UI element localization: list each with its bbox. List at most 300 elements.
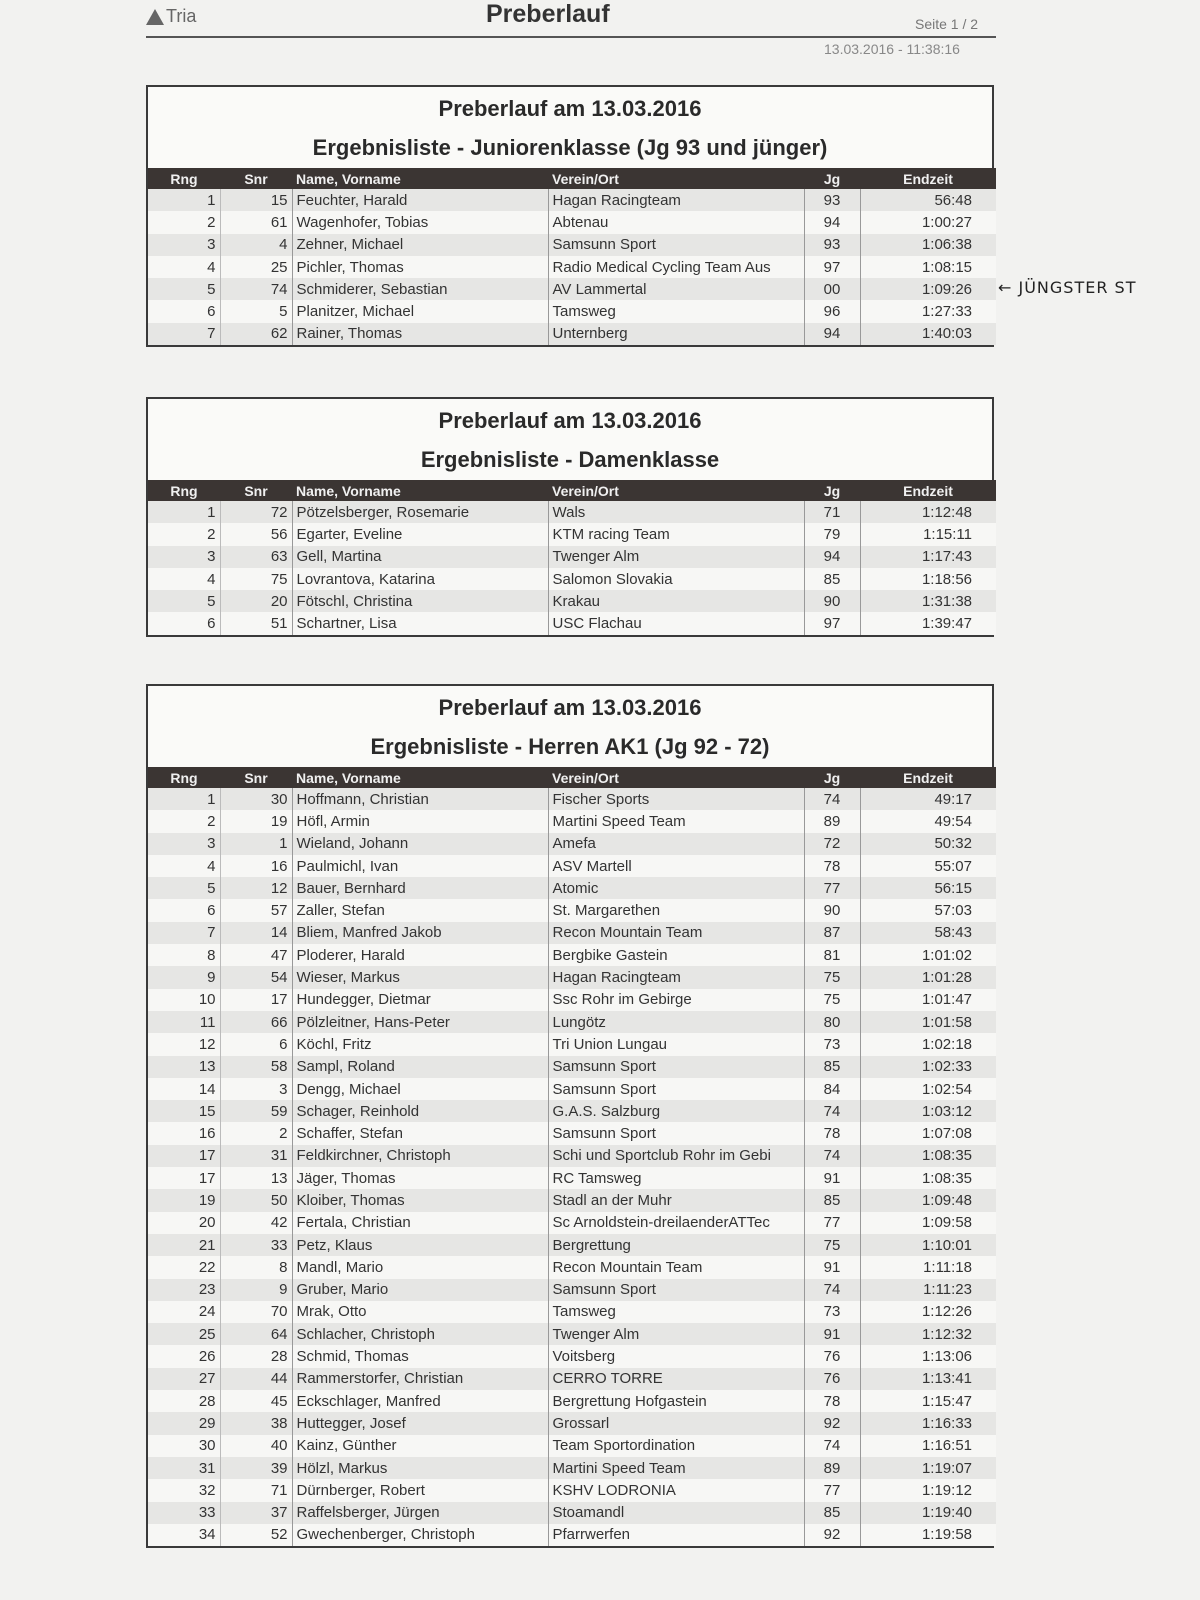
table-cell: Schi und Sportclub Rohr im Gebi xyxy=(548,1145,804,1167)
table-row xyxy=(148,1368,996,1390)
table-row xyxy=(148,1100,996,1122)
table-cell: Bliem, Manfred Jakob xyxy=(292,922,548,944)
table-cell: Zaller, Stefan xyxy=(292,899,548,921)
table-row xyxy=(148,966,996,988)
table-cell: 17 xyxy=(148,1145,220,1167)
table-row xyxy=(148,899,996,921)
table-cell: Voitsberg xyxy=(548,1345,804,1367)
column-header: Snr xyxy=(220,767,292,788)
table-cell: 39 xyxy=(220,1457,292,1479)
page-title: Preberlauf xyxy=(486,0,610,28)
table-cell: 1:02:33 xyxy=(860,1056,996,1078)
table-cell: 1:15:47 xyxy=(860,1390,996,1412)
table-cell: 00 xyxy=(804,278,860,300)
table-cell: Ssc Rohr im Gebirge xyxy=(548,989,804,1011)
column-header: Endzeit xyxy=(860,168,996,189)
table-cell: 20 xyxy=(148,1212,220,1234)
table-cell: 1:02:54 xyxy=(860,1078,996,1100)
table-cell: Recon Mountain Team xyxy=(548,1256,804,1278)
table-cell: Gruber, Mario xyxy=(292,1279,548,1301)
table-cell: 30 xyxy=(220,788,292,810)
table-cell: 74 xyxy=(804,1279,860,1301)
table-cell: Schmid, Thomas xyxy=(292,1345,548,1367)
table-cell: 87 xyxy=(804,922,860,944)
table-cell: 78 xyxy=(804,855,860,877)
table-cell: Tri Union Lungau xyxy=(548,1033,804,1055)
table-cell: 25 xyxy=(220,256,292,278)
table-cell: Wieser, Markus xyxy=(292,966,548,988)
table-cell: Kainz, Günther xyxy=(292,1435,548,1457)
table-cell: 59 xyxy=(220,1100,292,1122)
table-cell: 70 xyxy=(220,1301,292,1323)
table-cell: 1:08:15 xyxy=(860,256,996,278)
table-cell: 76 xyxy=(804,1345,860,1367)
table-row xyxy=(148,590,996,612)
table-row xyxy=(148,1323,996,1345)
result-section xyxy=(146,684,994,1548)
table-cell: 75 xyxy=(804,1234,860,1256)
table-cell: 26 xyxy=(148,1345,220,1367)
table-cell: 55:07 xyxy=(860,855,996,877)
table-cell: 3 xyxy=(148,546,220,568)
table-cell: 1:09:58 xyxy=(860,1212,996,1234)
table-row xyxy=(148,1412,996,1434)
section-title: Preberlauf am 13.03.2016 xyxy=(438,96,702,121)
table-cell: 21 xyxy=(148,1234,220,1256)
table-cell: 75 xyxy=(804,989,860,1011)
table-cell: 2 xyxy=(148,523,220,545)
table-cell: 94 xyxy=(804,211,860,233)
table-cell: 7 xyxy=(148,922,220,944)
handwritten-annotation: ← JÜNGSTER ST xyxy=(998,278,1137,297)
table-cell: Feldkirchner, Christoph xyxy=(292,1145,548,1167)
table-cell: 74 xyxy=(804,1100,860,1122)
table-row xyxy=(148,189,996,211)
table-cell: 89 xyxy=(804,1457,860,1479)
table-cell: Fötschl, Christina xyxy=(292,590,548,612)
table-cell: 97 xyxy=(804,612,860,634)
table-cell: 94 xyxy=(804,546,860,568)
table-cell: Gell, Martina xyxy=(292,546,548,568)
table-row xyxy=(148,855,996,877)
table-cell: Dürnberger, Robert xyxy=(292,1479,548,1501)
table-cell: 73 xyxy=(804,1301,860,1323)
table-cell: 1:19:40 xyxy=(860,1502,996,1524)
table-cell: 1:27:33 xyxy=(860,300,996,322)
results-table xyxy=(148,480,996,635)
table-cell: 49:17 xyxy=(860,788,996,810)
table-cell: 57:03 xyxy=(860,899,996,921)
table-cell: 1:17:43 xyxy=(860,546,996,568)
table-cell: Tamsweg xyxy=(548,1301,804,1323)
table-row xyxy=(148,1078,996,1100)
table-cell: 1 xyxy=(148,501,220,523)
table-row xyxy=(148,1435,996,1457)
table-cell: 56:48 xyxy=(860,189,996,211)
table-cell: Huttegger, Josef xyxy=(292,1412,548,1434)
table-cell: Ploderer, Harald xyxy=(292,944,548,966)
table-cell: Team Sportordination xyxy=(548,1435,804,1457)
table-cell: 37 xyxy=(220,1502,292,1524)
table-cell: 72 xyxy=(220,501,292,523)
table-cell: 78 xyxy=(804,1122,860,1144)
table-row xyxy=(148,256,996,278)
table-row xyxy=(148,810,996,832)
table-cell: 5 xyxy=(148,278,220,300)
table-cell: 2 xyxy=(148,211,220,233)
table-cell: Bergrettung xyxy=(548,1234,804,1256)
table-cell: 58:43 xyxy=(860,922,996,944)
table-cell: 8 xyxy=(220,1256,292,1278)
table-cell: Abtenau xyxy=(548,211,804,233)
column-header: Rng xyxy=(148,168,220,189)
table-cell: 50 xyxy=(220,1189,292,1211)
table-cell: Samsunn Sport xyxy=(548,1279,804,1301)
table-cell: Paulmichl, Ivan xyxy=(292,855,548,877)
table-cell: Lungötz xyxy=(548,1011,804,1033)
table-cell: 23 xyxy=(148,1279,220,1301)
table-cell: 62 xyxy=(220,323,292,345)
table-cell: 1:09:48 xyxy=(860,1189,996,1211)
table-row xyxy=(148,546,996,568)
table-cell: 57 xyxy=(220,899,292,921)
table-cell: 13 xyxy=(220,1167,292,1189)
table-cell: 92 xyxy=(804,1524,860,1546)
table-cell: 14 xyxy=(220,922,292,944)
table-cell: Hagan Racingteam xyxy=(548,966,804,988)
table-row xyxy=(148,1011,996,1033)
table-cell: 1 xyxy=(148,189,220,211)
table-row xyxy=(148,1056,996,1078)
table-row xyxy=(148,278,996,300)
section-title: Preberlauf am 13.03.2016 xyxy=(438,695,702,720)
table-cell: Salomon Slovakia xyxy=(548,568,804,590)
table-cell: 6 xyxy=(148,300,220,322)
table-cell: 74 xyxy=(804,1435,860,1457)
column-header: Name, Vorname xyxy=(292,767,548,788)
table-cell: 28 xyxy=(220,1345,292,1367)
table-cell: 30 xyxy=(148,1435,220,1457)
table-cell: 75 xyxy=(804,966,860,988)
table-cell: 11 xyxy=(148,1011,220,1033)
table-cell: 3 xyxy=(148,833,220,855)
table-row xyxy=(148,523,996,545)
table-row xyxy=(148,568,996,590)
table-cell: Schlacher, Christoph xyxy=(292,1323,548,1345)
table-cell: 71 xyxy=(220,1479,292,1501)
table-cell: 2 xyxy=(148,810,220,832)
table-row xyxy=(148,877,996,899)
column-header: Snr xyxy=(220,480,292,501)
column-header: Verein/Ort xyxy=(548,480,804,501)
table-cell: Bauer, Bernhard xyxy=(292,877,548,899)
table-cell: 1:09:26 xyxy=(860,278,996,300)
column-header: Endzeit xyxy=(860,767,996,788)
table-cell: 1:01:47 xyxy=(860,989,996,1011)
table-cell: 2 xyxy=(220,1122,292,1144)
table-cell: Stadl an der Muhr xyxy=(548,1189,804,1211)
table-cell: 90 xyxy=(804,899,860,921)
table-cell: 38 xyxy=(220,1412,292,1434)
table-cell: Wieland, Johann xyxy=(292,833,548,855)
table-cell: Mrak, Otto xyxy=(292,1301,548,1323)
table-cell: Wals xyxy=(548,501,804,523)
table-cell: Pölzleitner, Hans-Peter xyxy=(292,1011,548,1033)
table-cell: 1:01:02 xyxy=(860,944,996,966)
table-cell: 1:08:35 xyxy=(860,1145,996,1167)
table-cell: 27 xyxy=(148,1368,220,1390)
table-cell: 32 xyxy=(148,1479,220,1501)
table-cell: Schartner, Lisa xyxy=(292,612,548,634)
table-cell: Schager, Reinhold xyxy=(292,1100,548,1122)
table-cell: Mandl, Mario xyxy=(292,1256,548,1278)
table-cell: 58 xyxy=(220,1056,292,1078)
table-cell: 9 xyxy=(148,966,220,988)
table-row xyxy=(148,833,996,855)
table-cell: 4 xyxy=(148,568,220,590)
table-cell: Jäger, Thomas xyxy=(292,1167,548,1189)
section-subtitle: Ergebnisliste - Herren AK1 (Jg 92 - 72) xyxy=(370,734,770,759)
table-cell: Pfarrwerfen xyxy=(548,1524,804,1546)
table-cell: 45 xyxy=(220,1390,292,1412)
table-cell: Hoffmann, Christian xyxy=(292,788,548,810)
table-cell: Dengg, Michael xyxy=(292,1078,548,1100)
table-cell: Samsunn Sport xyxy=(548,1078,804,1100)
table-cell: 16 xyxy=(148,1122,220,1144)
table-cell: 13 xyxy=(148,1056,220,1078)
table-row xyxy=(148,1145,996,1167)
table-cell: 1:15:11 xyxy=(860,523,996,545)
table-cell: 92 xyxy=(804,1412,860,1434)
table-cell: 85 xyxy=(804,568,860,590)
table-cell: 1:00:27 xyxy=(860,211,996,233)
table-cell: 1:06:38 xyxy=(860,234,996,256)
column-header: Endzeit xyxy=(860,480,996,501)
table-row xyxy=(148,1457,996,1479)
table-cell: 61 xyxy=(220,211,292,233)
table-row xyxy=(148,300,996,322)
table-cell: Schmiderer, Sebastian xyxy=(292,278,548,300)
table-cell: 4 xyxy=(148,256,220,278)
table-cell: 1:19:58 xyxy=(860,1524,996,1546)
table-cell: 6 xyxy=(148,899,220,921)
table-cell: Samsunn Sport xyxy=(548,1122,804,1144)
table-cell: 16 xyxy=(220,855,292,877)
table-cell: 50:32 xyxy=(860,833,996,855)
table-cell: Rainer, Thomas xyxy=(292,323,548,345)
table-cell: 1:40:03 xyxy=(860,323,996,345)
column-header: Verein/Ort xyxy=(548,168,804,189)
table-cell: 12 xyxy=(148,1033,220,1055)
column-header: Name, Vorname xyxy=(292,168,548,189)
table-cell: 96 xyxy=(804,300,860,322)
table-cell: 20 xyxy=(220,590,292,612)
section-subtitle: Ergebnisliste - Juniorenklasse (Jg 93 und jünger) xyxy=(312,135,828,160)
table-cell: Hölzl, Markus xyxy=(292,1457,548,1479)
table-row xyxy=(148,1189,996,1211)
table-cell: 19 xyxy=(148,1189,220,1211)
table-cell: 77 xyxy=(804,1212,860,1234)
table-row xyxy=(148,1033,996,1055)
table-row xyxy=(148,1301,996,1323)
table-cell: Sampl, Roland xyxy=(292,1056,548,1078)
table-cell: 6 xyxy=(148,612,220,634)
table-cell: Köchl, Fritz xyxy=(292,1033,548,1055)
table-cell: 93 xyxy=(804,234,860,256)
table-cell: 1:10:01 xyxy=(860,1234,996,1256)
results-table xyxy=(148,767,996,1546)
table-cell: 25 xyxy=(148,1323,220,1345)
table-cell: 22 xyxy=(148,1256,220,1278)
column-header: Jg xyxy=(804,767,860,788)
table-cell: Sc Arnoldstein-dreilaenderATTec xyxy=(548,1212,804,1234)
table-cell: Samsunn Sport xyxy=(548,234,804,256)
table-row xyxy=(148,501,996,523)
table-cell: Unternberg xyxy=(548,323,804,345)
table-cell: Egarter, Eveline xyxy=(292,523,548,545)
table-cell: Martini Speed Team xyxy=(548,1457,804,1479)
table-cell: RC Tamsweg xyxy=(548,1167,804,1189)
table-cell: 1:11:18 xyxy=(860,1256,996,1278)
table-cell: 51 xyxy=(220,612,292,634)
table-cell: 1:13:41 xyxy=(860,1368,996,1390)
table-cell: 64 xyxy=(220,1323,292,1345)
table-cell: 44 xyxy=(220,1368,292,1390)
table-row xyxy=(148,323,996,345)
table-cell: 12 xyxy=(220,877,292,899)
table-cell: 33 xyxy=(148,1502,220,1524)
table-cell: 75 xyxy=(220,568,292,590)
table-cell: Schaffer, Stefan xyxy=(292,1122,548,1144)
table-row xyxy=(148,1502,996,1524)
table-cell: 1:19:07 xyxy=(860,1457,996,1479)
table-cell: Zehner, Michael xyxy=(292,234,548,256)
table-cell: Lovrantova, Katarina xyxy=(292,568,548,590)
table-cell: 91 xyxy=(804,1256,860,1278)
table-row xyxy=(148,1212,996,1234)
table-cell: 42 xyxy=(220,1212,292,1234)
table-cell: 1:01:28 xyxy=(860,966,996,988)
column-header: Jg xyxy=(804,168,860,189)
table-cell: 1:08:35 xyxy=(860,1167,996,1189)
table-cell: 14 xyxy=(148,1078,220,1100)
page-number: Seite 1 / 2 xyxy=(915,16,979,32)
table-cell: 1:01:58 xyxy=(860,1011,996,1033)
table-cell: 71 xyxy=(804,501,860,523)
section-subtitle: Ergebnisliste - Damenklasse xyxy=(420,447,720,472)
table-cell: Hagan Racingteam xyxy=(548,189,804,211)
table-row xyxy=(148,1345,996,1367)
table-row xyxy=(148,1167,996,1189)
table-cell: 1 xyxy=(148,788,220,810)
print-timestamp: 13.03.2016 - 11:38:16 xyxy=(824,41,960,57)
table-cell: Rammerstorfer, Christian xyxy=(292,1368,548,1390)
table-cell: 1 xyxy=(220,833,292,855)
table-row xyxy=(148,1390,996,1412)
table-cell: Recon Mountain Team xyxy=(548,922,804,944)
table-cell: 17 xyxy=(148,1167,220,1189)
table-cell: 91 xyxy=(804,1323,860,1345)
table-cell: Atomic xyxy=(548,877,804,899)
table-cell: 5 xyxy=(220,300,292,322)
table-cell: 56:15 xyxy=(860,877,996,899)
table-cell: 80 xyxy=(804,1011,860,1033)
table-cell: 17 xyxy=(220,989,292,1011)
table-cell: 76 xyxy=(804,1368,860,1390)
table-cell: St. Margarethen xyxy=(548,899,804,921)
result-section xyxy=(146,85,994,347)
table-cell: Feuchter, Harald xyxy=(292,189,548,211)
table-cell: 77 xyxy=(804,1479,860,1501)
table-row xyxy=(148,1256,996,1278)
table-cell: USC Flachau xyxy=(548,612,804,634)
table-cell: Eckschlager, Manfred xyxy=(292,1390,548,1412)
column-header: Rng xyxy=(148,480,220,501)
table-cell: Amefa xyxy=(548,833,804,855)
table-cell: 1:02:18 xyxy=(860,1033,996,1055)
logo-text: Tria xyxy=(166,6,197,26)
table-cell: Raffelsberger, Jürgen xyxy=(292,1502,548,1524)
table-row xyxy=(148,1122,996,1144)
table-cell: G.A.S. Salzburg xyxy=(548,1100,804,1122)
table-cell: 34 xyxy=(148,1524,220,1546)
table-cell: 33 xyxy=(220,1234,292,1256)
table-cell: 1:12:26 xyxy=(860,1301,996,1323)
table-cell: 1:11:23 xyxy=(860,1279,996,1301)
table-cell: Gwechenberger, Christoph xyxy=(292,1524,548,1546)
column-header: Verein/Ort xyxy=(548,767,804,788)
table-header-row xyxy=(148,480,996,501)
table-row xyxy=(148,1279,996,1301)
table-cell: 15 xyxy=(148,1100,220,1122)
table-cell: Stoamandl xyxy=(548,1502,804,1524)
table-cell: Radio Medical Cycling Team Aus xyxy=(548,256,804,278)
table-cell: 15 xyxy=(220,189,292,211)
table-cell: 3 xyxy=(220,1078,292,1100)
column-header: Jg xyxy=(804,480,860,501)
table-cell: 5 xyxy=(148,590,220,612)
table-cell: 1:13:06 xyxy=(860,1345,996,1367)
table-cell: 91 xyxy=(804,1167,860,1189)
table-cell: 1:31:38 xyxy=(860,590,996,612)
table-cell: Bergrettung Hofgastein xyxy=(548,1390,804,1412)
table-cell: 85 xyxy=(804,1502,860,1524)
table-cell: Hundegger, Dietmar xyxy=(292,989,548,1011)
table-cell: Kloiber, Thomas xyxy=(292,1189,548,1211)
table-cell: 52 xyxy=(220,1524,292,1546)
table-cell: 79 xyxy=(804,523,860,545)
table-cell: 94 xyxy=(804,323,860,345)
table-cell: 74 xyxy=(804,1145,860,1167)
results-table xyxy=(148,168,996,345)
table-row xyxy=(148,612,996,634)
table-cell: 90 xyxy=(804,590,860,612)
table-cell: 6 xyxy=(220,1033,292,1055)
table-cell: 1:16:51 xyxy=(860,1435,996,1457)
table-cell: 97 xyxy=(804,256,860,278)
table-cell: Twenger Alm xyxy=(548,546,804,568)
table-cell: 4 xyxy=(220,234,292,256)
table-row xyxy=(148,1524,996,1546)
table-cell: 54 xyxy=(220,966,292,988)
table-cell: 31 xyxy=(220,1145,292,1167)
table-cell: 9 xyxy=(220,1279,292,1301)
table-cell: KTM racing Team xyxy=(548,523,804,545)
table-row xyxy=(148,944,996,966)
table-cell: 84 xyxy=(804,1078,860,1100)
table-cell: Grossarl xyxy=(548,1412,804,1434)
table-cell: Twenger Alm xyxy=(548,1323,804,1345)
